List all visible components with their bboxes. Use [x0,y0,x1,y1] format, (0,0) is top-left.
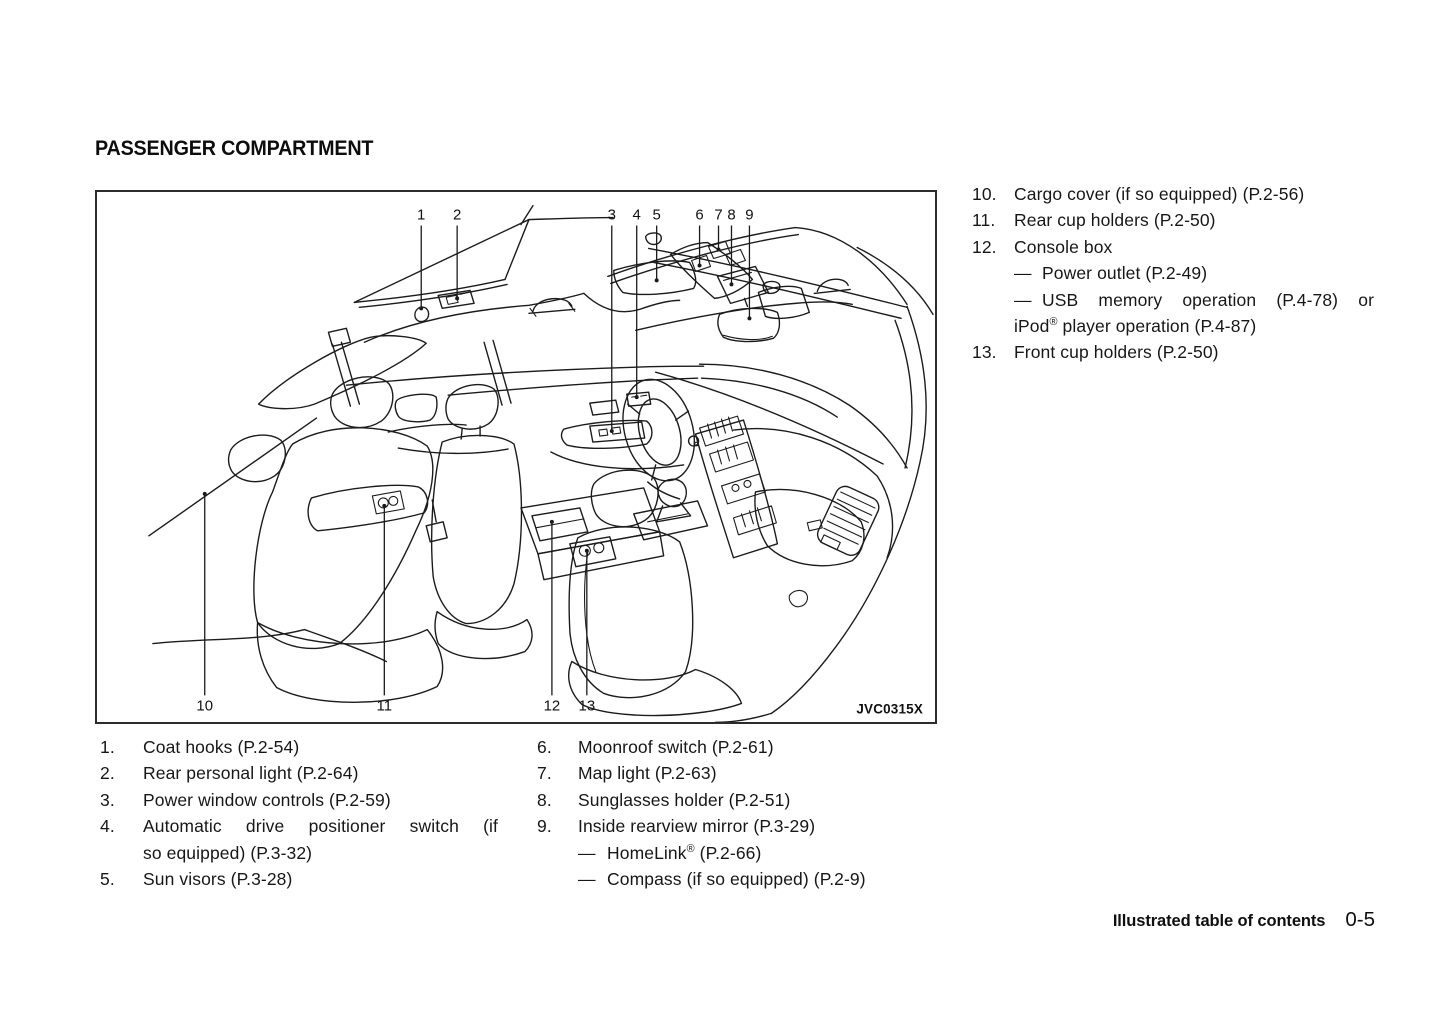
callout-11 [377,504,393,715]
page-footer [1113,908,1375,932]
callout-3 [608,207,616,433]
item-number: 3. [100,789,115,810]
list-item [972,181,1374,207]
item-text: Map light (P.2-63) [578,763,717,784]
item-text: Automatic drive positioner switch (if so equipped) (P.3-32) [143,816,498,863]
dash-marker: — [1014,289,1032,310]
list-item [100,866,498,892]
beltline-art [346,366,703,395]
svg-text:13: 13 [578,697,596,715]
rear-seat-art [229,377,443,702]
svg-text:9: 9 [745,206,754,224]
item-number: 6. [537,737,552,757]
item-number: 12. [972,236,997,257]
front-door-art [551,392,684,469]
rear-armrest-art [308,485,447,541]
callout-2 [453,207,461,301]
item-number: 9. [537,816,552,837]
subitem-text: Compass (if so equipped) (P.2-9) [607,869,866,890]
svg-text:7: 7 [714,206,723,224]
item-number: 13. [972,342,997,363]
list-item [100,813,498,866]
item-text: Moonroof switch (P.2-61) [578,737,774,757]
subitem-text: USB memory operation (P.4-78) or [1042,289,1374,310]
item-number: 2. [100,763,115,784]
door-speaker-art [814,483,882,558]
item-number: 5. [100,869,115,890]
item-text: Rear cup holders (P.2-50) [1014,210,1216,231]
far-beltline-art [636,302,852,330]
callout-13 [579,549,596,715]
svg-text:5: 5 [652,206,661,224]
item-number: 1. [100,737,115,757]
roof-art [354,206,933,343]
item-text: Front cup holders (P.2-50) [1014,342,1219,363]
item-text: Sun visors (P.3-28) [143,869,293,890]
svg-text:12: 12 [543,697,561,715]
dash-marker: — [1014,263,1032,284]
svg-text:2: 2 [452,206,462,224]
front-seat-far-art [432,385,532,659]
list-item [100,760,498,786]
item-number: 11. [972,210,996,231]
front-seat-near-art [569,470,742,715]
svg-text:10: 10 [196,697,214,715]
footer-section: Illustrated table of contents [1112,912,1326,930]
callout-10 [196,492,213,714]
bottom-middle-list [537,734,939,892]
page-title: PASSENGER COMPARTMENT [95,137,374,161]
list-subitem: — USB memory operation (P.4-78) or iPod® player operation (P.4-87) [972,287,1374,340]
item-number: 10. [972,184,997,204]
figure-box [95,190,937,724]
list-item [537,813,939,839]
list-item [100,734,498,760]
item-text: Console box [1014,236,1113,257]
svg-text:8: 8 [727,206,736,224]
item-number: 7. [537,763,552,784]
item-text: Coat hooks (P.2-54) [143,737,300,757]
list-item [100,787,498,813]
list-item [972,234,1374,260]
callout-12 [544,520,561,715]
footer-page-number: 0-5 [1345,908,1375,931]
list-item [537,734,939,760]
list-subitem [537,866,939,892]
figure-code: JVC0315X [856,701,924,717]
svg-text:4: 4 [632,206,641,224]
item-number: 8. [537,789,552,810]
svg-text:1: 1 [417,206,426,224]
list-item [537,787,939,813]
right-item-list [972,181,1374,366]
center-console-art [521,479,708,579]
subitem-text: HomeLink® (P.2-66) [607,842,762,863]
list-subitem [972,260,1374,286]
list-item [972,207,1374,233]
a-pillar-art [716,306,927,722]
steering-wheel-art [612,371,706,499]
svg-text:3: 3 [607,206,616,224]
list-subitem [537,840,939,866]
item-text: Power window controls (P.2-59) [143,789,391,810]
dash-marker: — [578,842,596,863]
svg-text:6: 6 [695,206,704,224]
grab-handle-art [529,279,850,316]
item-text: Cargo cover (if so equipped) (P.2-56) [1014,184,1305,204]
svg-text:11: 11 [376,697,393,715]
item-text: Inside rearview mirror (P.3-29) [578,816,816,837]
bottom-left-list [100,734,498,892]
list-item [537,760,939,786]
item-text: Sunglasses holder (P.2-51) [578,789,791,810]
callout-layer [196,207,753,715]
cargo-area-art [149,418,386,661]
subitem-text: Power outlet (P.2-49) [1042,263,1208,284]
callout-4 [633,207,641,400]
dash-marker: — [578,869,596,890]
rear-door-art [388,394,508,453]
glove-box-art [733,429,892,566]
car-interior-illustration [97,192,935,722]
item-number: 4. [100,816,115,837]
list-item [972,339,1374,365]
item-text: Rear personal light (P.2-64) [143,763,359,784]
